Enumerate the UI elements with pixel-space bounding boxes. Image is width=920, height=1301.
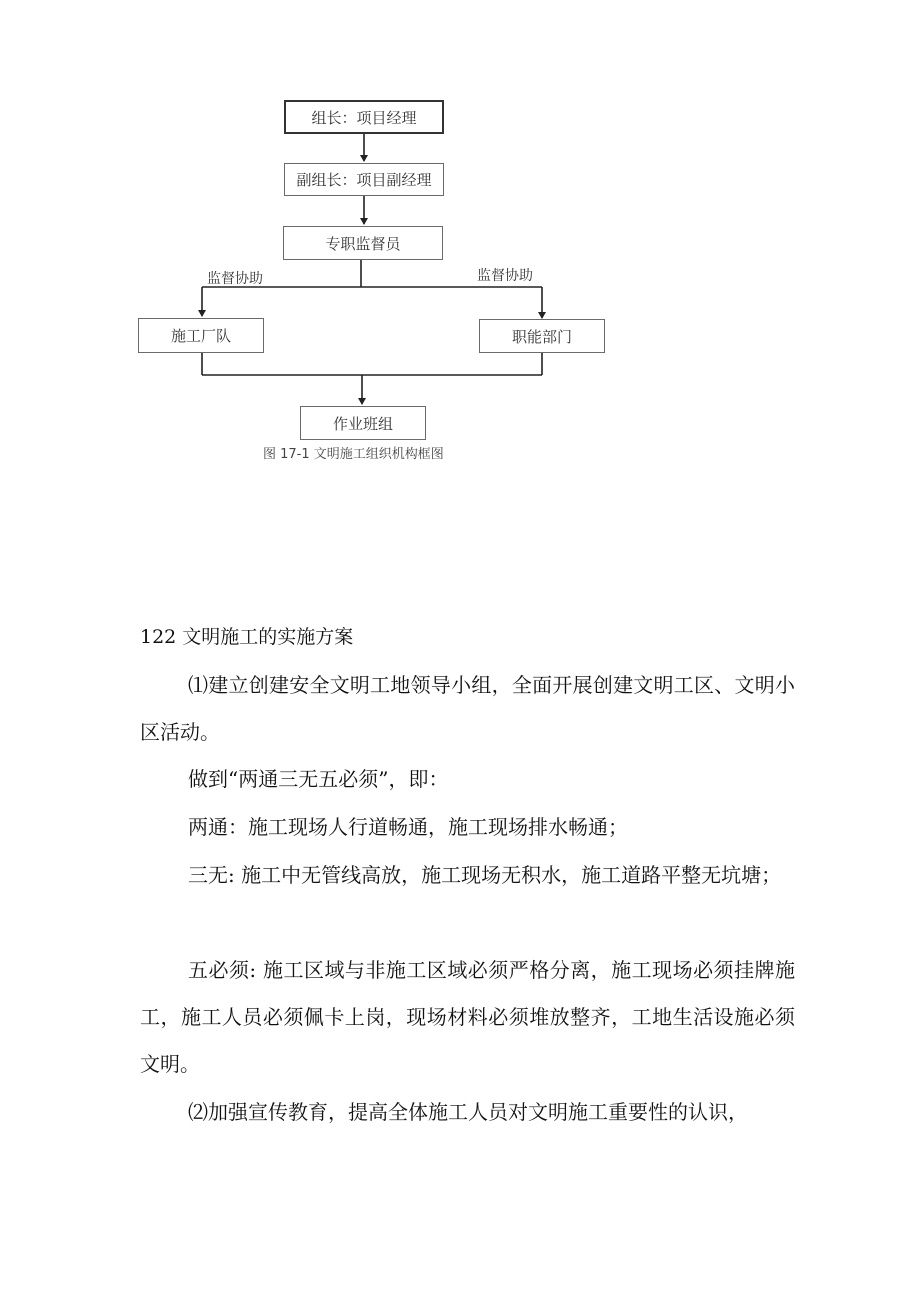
paragraph-5: 五必须: 施工区域与非施工区域必须严格分离，施工现场必须挂牌施工，施工人员必须佩卡上岗，现场材料必须堆放整齐，工地生活设施必须文明。: [140, 958, 795, 1076]
edge-label-left: 监督协助: [207, 271, 263, 287]
paragraph-2: 做到“两通三无五必须”，即：: [188, 767, 449, 791]
node-leader: 组长：项目经理: [284, 100, 444, 134]
figure-caption: 图 17-1 文明施工组织机构框图: [263, 447, 444, 462]
paragraph-1: ⑴建立创建安全文明工地领导小组，全面开展创建文明工区、文明小区活动。: [140, 673, 795, 744]
section-heading: 122 文明施工的实施方案: [140, 626, 354, 648]
edge-label-right: 监督协助: [477, 268, 533, 284]
org-chart: [0, 0, 920, 480]
org-chart-connectors: [0, 0, 920, 480]
paragraph-6: ⑵加强宣传教育，提高全体施工人员对文明施工重要性的认识，: [188, 1100, 748, 1124]
node-supervisor: 专职监督员: [283, 226, 443, 260]
node-team-left: 施工厂队: [138, 318, 264, 353]
node-deputy: 副组长：项目副经理: [284, 163, 444, 196]
paragraph-3: 两通：施工现场人行道畅通，施工现场排水畅通；: [188, 815, 628, 839]
node-team-right: 职能部门: [479, 319, 605, 353]
paragraph-4: 三无: 施工中无管线高放，施工现场无积水，施工道路平整无坑塘；: [188, 863, 782, 887]
node-work-group: 作业班组: [300, 406, 426, 440]
